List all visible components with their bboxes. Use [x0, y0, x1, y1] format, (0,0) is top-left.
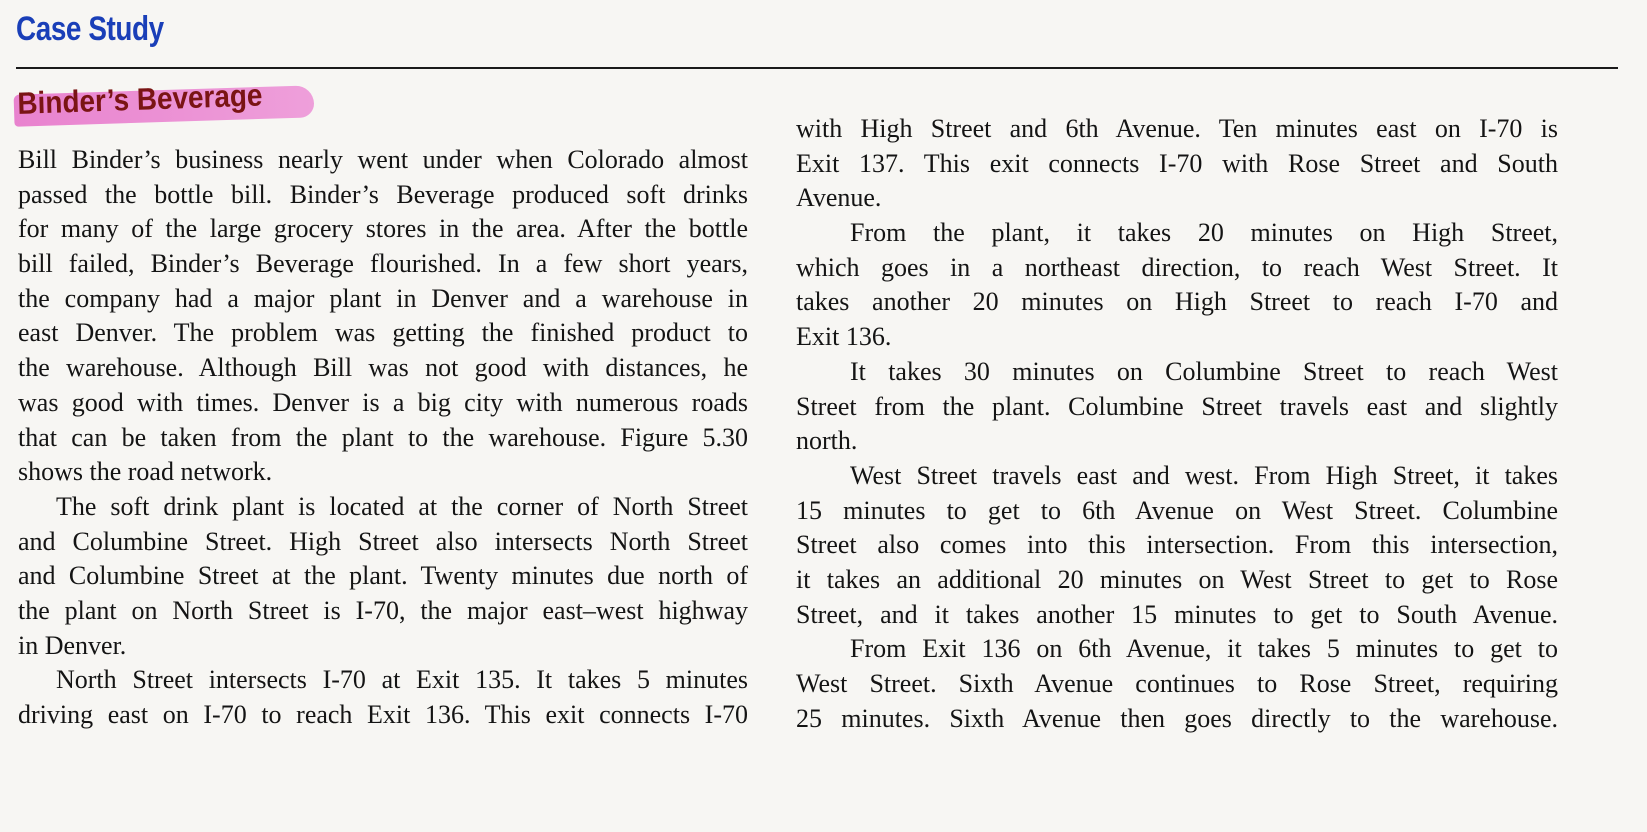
- story-title: Binder’s Beverage: [17, 77, 263, 121]
- right-text-column: [796, 112, 1558, 736]
- text-line: 15 minutes to get to 6th Avenue on West Street. Columbine: [796, 495, 1558, 525]
- text-line: and Columbine Street at the plant. Twenty minutes due north of: [18, 561, 748, 591]
- text-line: From the plant, it takes 20 minutes on High Street,: [850, 218, 1558, 248]
- text-line: bill failed, Binder’s Beverage flourished. In a few short years,: [18, 249, 748, 279]
- text-line: for many of the large grocery stores in the area. After the bottle: [18, 214, 748, 244]
- section-label: Case Study: [16, 10, 164, 48]
- text-line: 25 minutes. Sixth Avenue then goes directly to the warehouse.: [796, 703, 1558, 733]
- text-line: it takes an additional 20 minutes on West Street to get to Rose: [796, 564, 1558, 594]
- text-line: Bill Binder’s business nearly went under when Colorado almost: [18, 145, 748, 174]
- text-line: east Denver. The problem was getting the finished product to: [18, 318, 748, 348]
- header-divider: [16, 67, 1618, 69]
- text-line: West Street travels east and west. From High Street, it takes: [850, 460, 1558, 490]
- text-line: The soft drink plant is located at the corner of North Street: [56, 491, 748, 521]
- text-line: which goes in a northeast direction, to reach West Street. It: [796, 252, 1558, 282]
- text-line: the warehouse. Although Bill was not good with distances, he: [18, 353, 748, 383]
- text-line: Exit 137. This exit connects I-70 with Rose Street and South: [796, 148, 1558, 178]
- text-line: West Street. Sixth Avenue continues to Rose Street, requiring: [796, 669, 1558, 698]
- text-line: in Denver.: [18, 630, 127, 660]
- text-line: Street also comes into this intersection. From this intersection,: [796, 530, 1558, 560]
- text-line: North Street intersects I-70 at Exit 135. It takes 5 minutes: [56, 665, 748, 695]
- text-line: takes another 20 minutes on High Street to reach I-70 and: [796, 287, 1558, 317]
- text-line: It takes 30 minutes on Columbine Street to reach West: [850, 356, 1558, 386]
- text-line: From Exit 136 on 6th Avenue, it takes 5 minutes to get to: [850, 634, 1558, 664]
- text-line: with High Street and 6th Avenue. Ten minutes east on I-70 is: [796, 114, 1558, 143]
- text-line: and Columbine Street. High Street also intersects North Street: [18, 526, 748, 556]
- left-text-column: [18, 143, 748, 733]
- text-line: driving east on I-70 to reach Exit 136. This exit connects I-70: [18, 700, 748, 729]
- text-line: was good with times. Denver is a big city with numerous roads: [18, 387, 748, 417]
- text-line: that can be taken from the plant to the warehouse. Figure 5.30: [18, 422, 748, 452]
- text-line: Exit 136.: [796, 322, 892, 352]
- text-line: Street from the plant. Columbine Street travels east and slightly: [796, 391, 1558, 421]
- text-line: the company had a major plant in Denver and a warehouse in: [18, 283, 748, 313]
- text-line: Avenue.: [796, 183, 882, 213]
- text-line: Street, and it takes another 15 minutes to get to South Avenue.: [796, 599, 1558, 629]
- text-line: passed the bottle bill. Binder’s Beverage produced soft drinks: [18, 179, 748, 209]
- text-line: the plant on North Street is I-70, the major east–west highway: [18, 595, 748, 625]
- story-title-block: [14, 77, 314, 130]
- text-line: north.: [796, 426, 858, 456]
- text-line: shows the road network.: [18, 457, 273, 487]
